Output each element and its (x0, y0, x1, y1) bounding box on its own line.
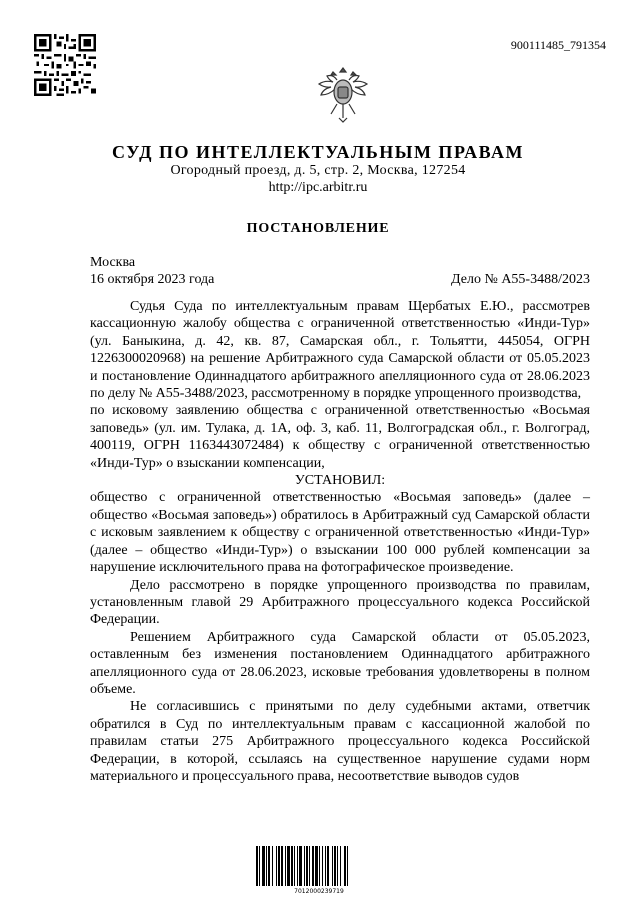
document-type: ПОСТАНОВЛЕНИЕ (246, 221, 390, 236)
court-website: http://ipc.arbitr.ru (268, 180, 368, 195)
document-body (90, 298, 590, 785)
court-address: Огородный проезд, д. 5, стр. 2, Москва, 127254 (170, 163, 466, 178)
document-id: 900111485_791354 (510, 38, 606, 52)
paragraph-judge-review: Судья Суда по интеллектуальным правам Щербатых Е.Ю., рассмотрев кассационную жалобу общества с ограниченной ответственностью «Инди-Тур» (ул. Баныкина, д. 42, кв. 87, Самарская обл., г. Тольятти, 445054, ОГРН 1226300020968) на решение Арбитражного суда Самарской области от 05.05.2023 и постановление Одиннадцатого арбитражного апелляционного суда от 28.06.2023 по делу № А55-3488/2023, рассмотренному в порядке упрощенного производства, (90, 299, 590, 402)
paragraph-claim: по исковому заявлению общества с ограниченной ответственностью «Восьмая заповедь» (ул. им. Тулака, д. 1А, оф. 3, каб. 11, Волгоградская обл., г. Волгоград, 400119, ОГРН 1163443072484) к обществу с ограниченной ответственностью «Инди-Тур» о взыскании компенсации, (90, 403, 590, 471)
barcode-number: 7012000239719 (294, 888, 344, 895)
case-number: Дело № А55-3488/2023 (451, 272, 590, 287)
barcode (254, 846, 384, 892)
paragraph-appeal: Не согласившись с принятыми по делу судебными актами, ответчик обратился в Суд по интеллектуальным правам с кассационной жалобой по правилам статьи 275 Арбитражного процессуального кодекса Российской Федерации, в которой, ссылаясь на существенное нарушение судами норм материального и процессуального права, несоответствие выводов судов (90, 699, 590, 784)
document-date: 16 октября 2023 года (90, 272, 215, 287)
qr-code (34, 34, 96, 96)
document-city: Москва (90, 255, 136, 270)
court-name: СУД ПО ИНТЕЛЛЕКТУАЛЬНЫМ ПРАВАМ (111, 142, 524, 162)
paragraph-plaintiff-claim: общество с ограниченной ответственностью «Восьмая заповедь» (далее – общество «Восьмая заповедь») обратилось в Арбитражный суд Самарской области с исковым заявлением к обществу с ограниченной ответственностью «Инди-Тур» (далее – общество «Инди-Тур») о взыскании 100 000 рублей компенсации за нарушение исключительного права на фотографическое произведение. (90, 490, 590, 576)
section-heading-established: УСТАНОВИЛ: (294, 473, 386, 489)
paragraph-procedure: Дело рассмотрено в порядке упрощенного производства по правилам, установленным главой 29 Арбитражного процессуального кодекса Российской Федерации. (90, 577, 590, 628)
coat-of-arms-icon (315, 62, 371, 126)
paragraph-decision: Решением Арбитражного суда Самарской области от 05.05.2023, оставленным без изменения постановлением Одиннадцатого арбитражного апелляционного суда от 28.06.2023, исковые требования удовлетворены в полном объеме. (90, 629, 590, 697)
